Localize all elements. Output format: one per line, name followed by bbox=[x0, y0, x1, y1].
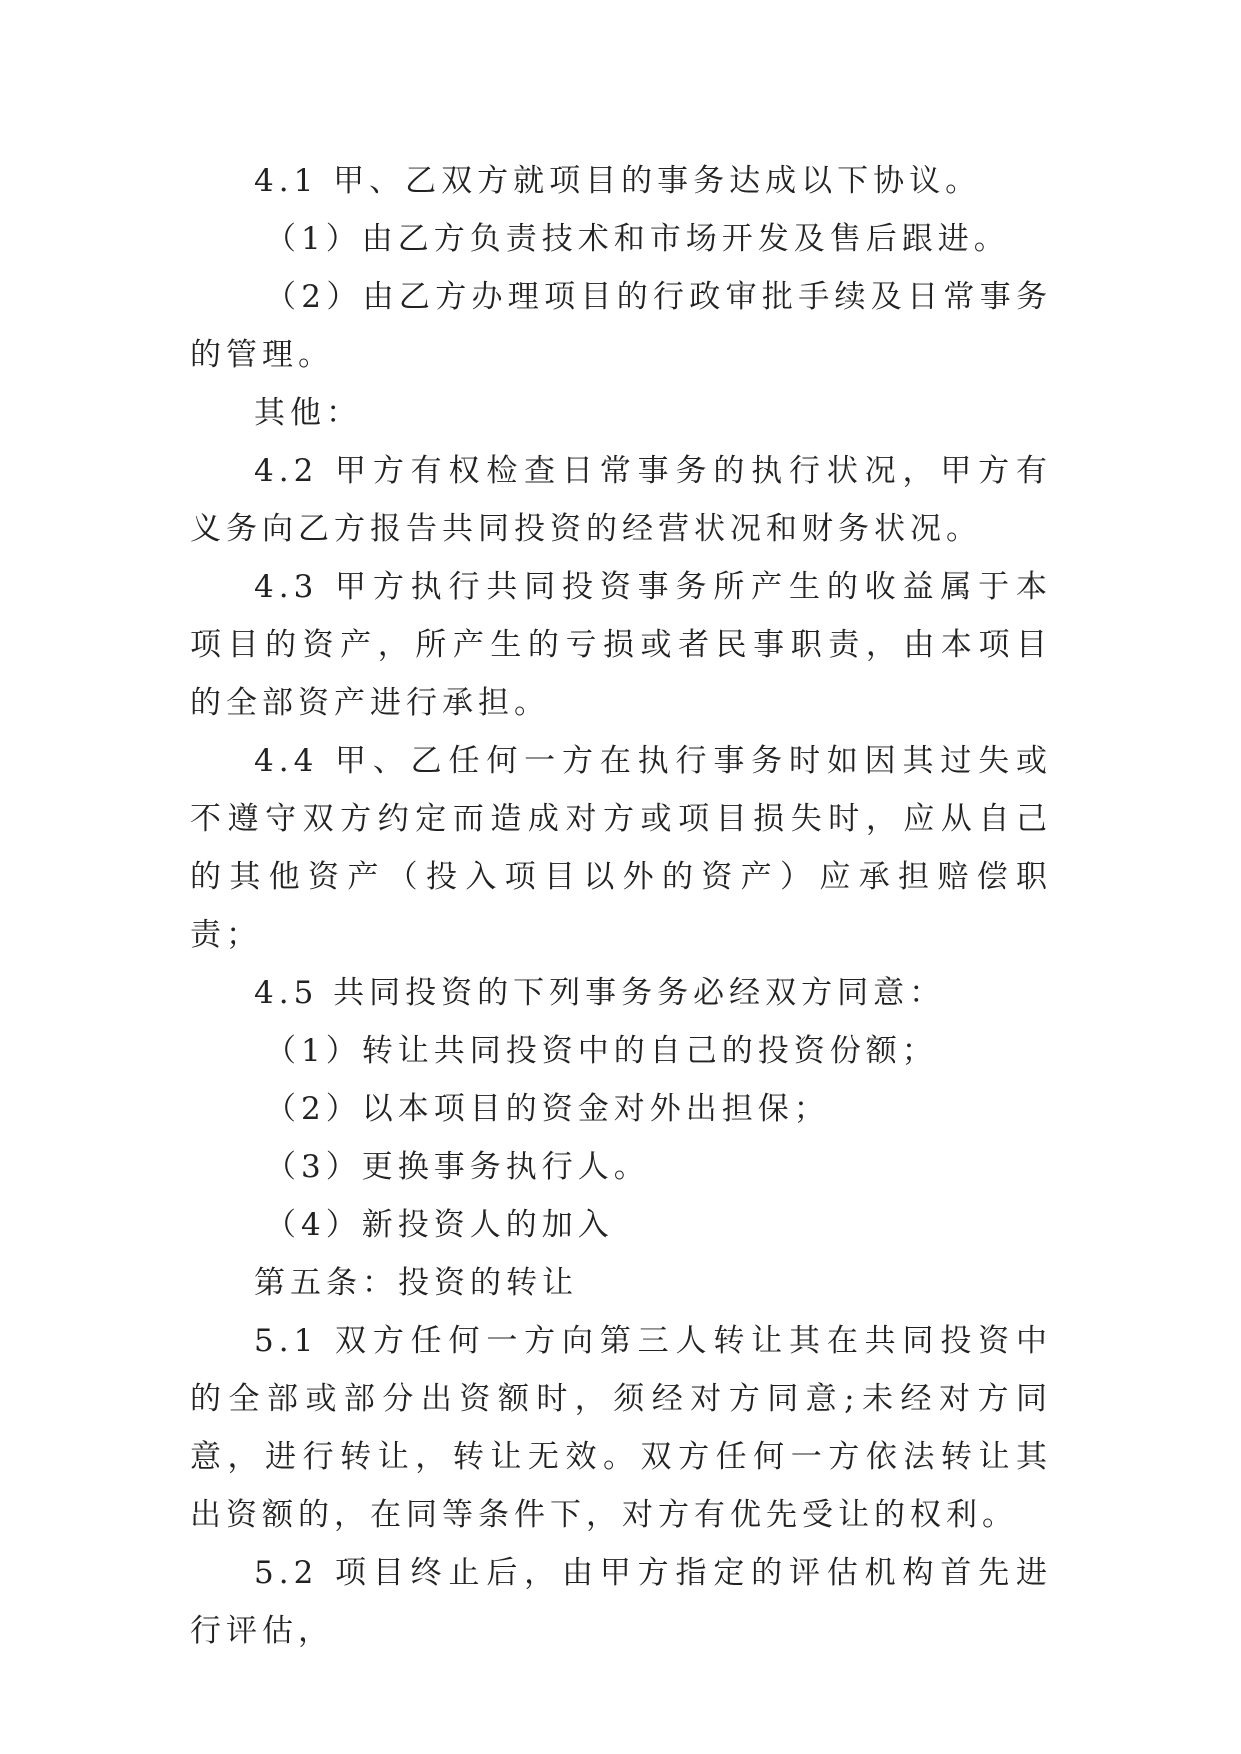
clause-4-1-item-1: （1）由乙方负责技术和市场开发及售后跟进。 bbox=[265, 221, 1010, 257]
clause-4-5-item-4: （4）新投资人的加入 bbox=[265, 1207, 614, 1243]
clause-4-2: 4.2 甲方有权检查日常事务的执行状况，甲方有义务向乙方报告共同投资的经营状况和财务状况。 bbox=[190, 453, 1052, 547]
clause-4-5-item-1: （1）转让共同投资中的自己的投资份额； bbox=[265, 1033, 938, 1069]
clause-4-5: 4.5 共同投资的下列事务务必经双方同意： bbox=[254, 975, 946, 1011]
clause-5-1: 5.1 双方任何一方向第三人转让其在共同投资中的全部或部分出资额时，须经对方同意;未经对方同意，进行转让，转让无效。双方任何一方依法转让其出资额的，在同等条件下，对方有优先受让的权利。 bbox=[190, 1323, 1052, 1533]
document-body bbox=[190, 152, 1052, 1660]
clause-4-5-item-2: （2）以本项目的资金对外出担保； bbox=[265, 1091, 830, 1127]
clause-4-5-item-3: （3）更换事务执行人。 bbox=[265, 1149, 650, 1185]
clause-4-3: 4.3 甲方执行共同投资事务所产生的收益属于本项目的资产，所产生的亏损或者民事职责，由本项目的全部资产进行承担。 bbox=[190, 569, 1052, 721]
clause-4-4: 4.4 甲、乙任何一方在执行事务时如因其过失或不遵守双方约定而造成对方或项目损失时，应从自己的其他资产（投入项目以外的资产）应承担赔偿职责； bbox=[190, 743, 1052, 953]
article-5-heading: 第五条：投资的转让 bbox=[254, 1265, 578, 1301]
clause-4-1-item-2: （2）由乙方办理项目的行政审批手续及日常事务的管理。 bbox=[190, 279, 1052, 373]
other-heading: 其他： bbox=[254, 395, 362, 431]
clause-5-2: 5.2 项目终止后，由甲方指定的评估机构首先进行评估， bbox=[190, 1555, 1052, 1649]
clause-4-1: 4.1 甲、乙双方就项目的事务达成以下协议。 bbox=[254, 163, 982, 199]
